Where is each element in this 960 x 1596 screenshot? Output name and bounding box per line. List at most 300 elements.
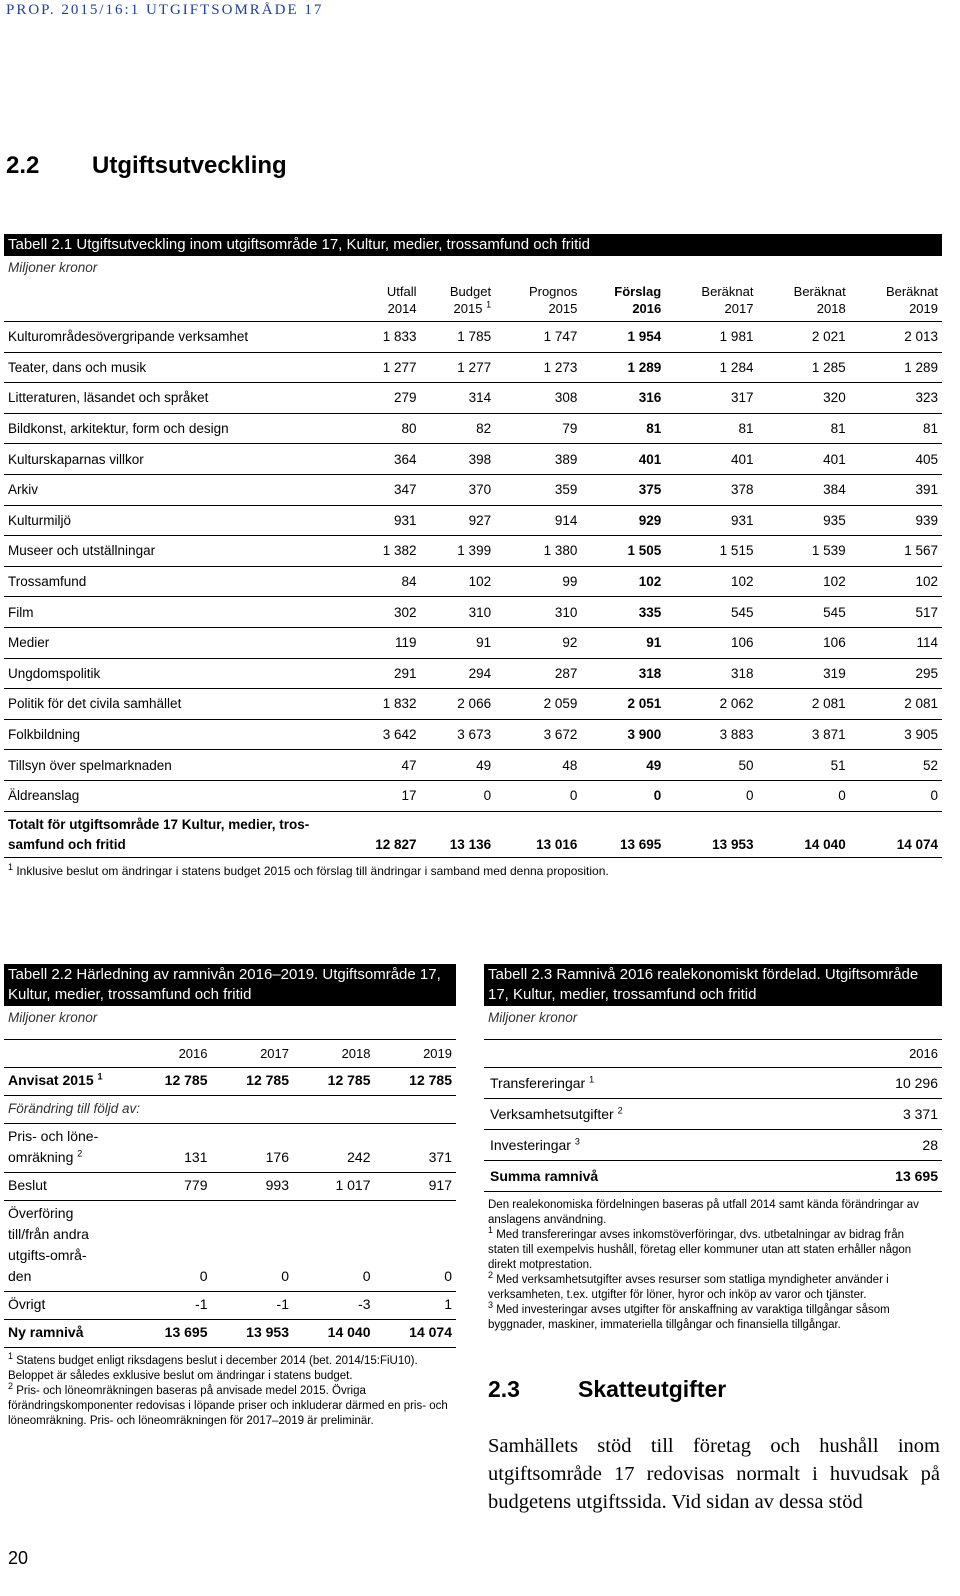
footnote-text: Statens budget enligt riksdagens beslut i december 2014 (bet. 2014/15:FiU10). Beloppet är således exklusive beslut om ändringar i statens budget. — [8, 1355, 418, 1382]
row-label — [4, 1068, 130, 1096]
row-label: Kulturmiljö — [4, 505, 346, 536]
table-2-2 — [4, 964, 456, 1429]
footnote — [8, 1381, 452, 1429]
table-cell: 3 905 — [850, 719, 942, 750]
section-number: 2.2 — [6, 152, 40, 179]
table-row — [4, 444, 942, 475]
table-cell: 319 — [757, 658, 849, 689]
table-row — [4, 474, 942, 505]
table-cell: 119 — [346, 627, 421, 658]
row-label: Kulturskaparnas villkor — [4, 444, 346, 475]
table-cell: 3 371 — [829, 1099, 942, 1130]
column-header: 2019 — [423, 1046, 452, 1061]
table-2-2-title: Tabell 2.2 Härledning av ramnivån 2016–2019. Utgiftsområde 17, Kultur, medier, trossamfund och fritid — [4, 964, 456, 1006]
table-cell: 1 277 — [421, 352, 496, 383]
table-cell: 2 081 — [850, 689, 942, 720]
table-2-1-unit: Miljoner kronor — [8, 260, 98, 275]
table-cell: 10 296 — [829, 1068, 942, 1099]
table-row — [4, 689, 942, 720]
subheading-row — [4, 1096, 456, 1124]
table-cell: 2 021 — [757, 322, 849, 353]
table-row — [4, 658, 942, 689]
table-cell: 102 — [581, 566, 665, 597]
table-cell: 375 — [581, 474, 665, 505]
column-header-line2: 2019 — [909, 301, 938, 316]
table-cell: 0 — [581, 780, 665, 811]
table-cell: 80 — [346, 413, 421, 444]
row-label: Museer och utställningar — [4, 536, 346, 567]
page-number: 20 — [8, 1548, 29, 1568]
total-cell: 13 953 — [212, 1320, 294, 1348]
table-cell: 517 — [850, 597, 942, 628]
table-cell: 1 539 — [757, 536, 849, 567]
table-row — [4, 505, 942, 536]
total-label: Summa ramnivå — [484, 1161, 829, 1192]
table-body — [4, 1068, 456, 1348]
row-label — [484, 1068, 829, 1099]
table-cell: 242 — [293, 1124, 375, 1173]
table-cell: 79 — [495, 413, 581, 444]
footnote — [488, 1300, 938, 1333]
footnote-marker: 3 — [488, 1300, 494, 1311]
table-cell: 779 — [130, 1173, 212, 1201]
table-row — [4, 627, 942, 658]
row-label: Medier — [4, 627, 346, 658]
table-cell: 3 642 — [346, 719, 421, 750]
table-cell: 1 567 — [850, 536, 942, 567]
empty-header-cell — [484, 1040, 829, 1068]
column-header-line1: Utfall — [386, 284, 417, 299]
table-cell: 370 — [421, 474, 496, 505]
table-cell: 310 — [495, 597, 581, 628]
row-label: Film — [4, 597, 346, 628]
table-cell: 0 — [293, 1201, 375, 1292]
table-2-2-grid — [4, 1039, 456, 1348]
table-row — [484, 1068, 942, 1099]
table-cell: 316 — [581, 383, 665, 414]
column-header — [850, 283, 942, 322]
table-cell: 378 — [665, 474, 757, 505]
table-cell: 1 505 — [581, 536, 665, 567]
table-row — [4, 383, 942, 414]
table-cell: 1 380 — [495, 536, 581, 567]
footnote-marker: 1 — [8, 861, 14, 872]
table-cell: 1 277 — [346, 352, 421, 383]
table-cell: 47 — [346, 750, 421, 781]
column-header-line2: 2015 — [548, 301, 578, 316]
table-cell: 371 — [375, 1124, 457, 1173]
table-cell: 102 — [421, 566, 496, 597]
empty-header-cell — [4, 1040, 130, 1068]
column-header — [495, 283, 581, 322]
table-cell: 3 883 — [665, 719, 757, 750]
table-cell: 302 — [346, 597, 421, 628]
column-header-line2: 2015 — [453, 301, 483, 316]
row-label — [484, 1130, 829, 1161]
table-cell: -1 — [212, 1292, 294, 1320]
anvisat-row — [4, 1068, 456, 1096]
total-label-line1: Totalt för utgiftsområde 17 Kultur, medier, tros- — [8, 816, 310, 832]
row-label-line: till/från andra — [8, 1226, 89, 1242]
table-cell: 48 — [495, 750, 581, 781]
footnote-text: Pris- och löneomräkningen baseras på anvisade medel 2015. Övriga förändringskomponenter redovisas i löpande priser och inkluderar därmed en pris- och löneomräkning. Pris- och löneomräkningen för 2017–2019 är preliminär. — [8, 1385, 448, 1427]
total-cell: 13 695 — [829, 1161, 942, 1192]
table-body — [484, 1068, 942, 1192]
column-header — [665, 283, 757, 322]
table-cell: 0 — [495, 780, 581, 811]
table-cell: 929 — [581, 505, 665, 536]
table-cell: 401 — [581, 444, 665, 475]
footnote-text: Med investeringar avses utgifter för anskaffning av varaktiga tillgångar såsom byggnader, maskiner, immateriella tillgångar och finansiella tillgångar. — [488, 1304, 890, 1331]
table-cell: 82 — [421, 413, 496, 444]
table-row — [4, 1173, 456, 1201]
row-label — [4, 1201, 130, 1292]
table-cell: 102 — [757, 566, 849, 597]
row-label — [4, 1124, 130, 1173]
row-label — [4, 1173, 130, 1201]
table-cell: 0 — [757, 780, 849, 811]
row-label — [4, 1292, 130, 1320]
footnote-marker: 1 — [8, 1351, 14, 1362]
column-header-line1: Budget — [449, 284, 492, 299]
table-cell: 12 785 — [212, 1068, 294, 1096]
table-row — [4, 1292, 456, 1320]
table-cell: 310 — [421, 597, 496, 628]
table-cell: 52 — [850, 750, 942, 781]
footnote-marker: 2 — [77, 1148, 83, 1159]
table-cell: 1 954 — [581, 322, 665, 353]
section-title: Skatteutgifter — [578, 1376, 727, 1402]
table-cell: 106 — [757, 627, 849, 658]
row-label-text: Anvisat 2015 — [8, 1072, 94, 1088]
table-cell: 359 — [495, 474, 581, 505]
table-cell: 364 — [346, 444, 421, 475]
table-cell: 291 — [346, 658, 421, 689]
row-label-line: omräkning — [8, 1149, 74, 1165]
table-cell: 17 — [346, 780, 421, 811]
table-header-row — [4, 283, 942, 322]
column-header-line2: 2014 — [387, 301, 417, 316]
table-row — [4, 536, 942, 567]
table-cell: 314 — [421, 383, 496, 414]
row-label-text: Transfereringar — [490, 1075, 586, 1091]
table-cell: 49 — [421, 750, 496, 781]
table-2-3 — [484, 964, 942, 1333]
footnote-text: Med transfereringar avses inkomstöverföringar, dvs. utbetalningar av bidrag från staten till exempelvis hushåll, företag eller kommuner utan att staten erhåller någon direkt motprestation. — [488, 1229, 912, 1271]
table-cell: 914 — [495, 505, 581, 536]
table-row — [4, 719, 942, 750]
column-header-line1: Beräknat — [793, 284, 846, 299]
total-row — [4, 1320, 456, 1348]
column-header-line1: Prognos — [528, 284, 578, 299]
table-cell: 81 — [581, 413, 665, 444]
total-cell: 13 016 — [495, 811, 581, 857]
table-cell: 401 — [757, 444, 849, 475]
total-cell: 14 074 — [850, 811, 942, 857]
table-cell: 391 — [850, 474, 942, 505]
table-row — [4, 780, 942, 811]
table-cell: 0 — [665, 780, 757, 811]
footnote-marker: 1 — [488, 1225, 494, 1236]
table-cell: 931 — [665, 505, 757, 536]
table-cell: 3 871 — [757, 719, 849, 750]
table-cell: 545 — [757, 597, 849, 628]
subheading: Förändring till följd av: — [4, 1096, 456, 1124]
table-cell: 81 — [850, 413, 942, 444]
table-cell: 0 — [212, 1201, 294, 1292]
table-cell: 398 — [421, 444, 496, 475]
table-cell: 50 — [665, 750, 757, 781]
row-label-line: Övrigt — [8, 1296, 46, 1312]
section-title: Utgiftsutveckling — [92, 152, 287, 179]
row-label: Politik för det civila samhället — [4, 689, 346, 720]
total-cell: 14 074 — [375, 1320, 457, 1348]
total-label — [4, 811, 346, 857]
table-2-2-unit: Miljoner kronor — [8, 1010, 98, 1025]
table-cell: 1 981 — [665, 322, 757, 353]
total-cell: 13 136 — [421, 811, 496, 857]
row-label: Bildkonst, arkitektur, form och design — [4, 413, 346, 444]
table-cell: 1 — [375, 1292, 457, 1320]
footnote-marker: 1 — [589, 1074, 595, 1085]
table-cell: 308 — [495, 383, 581, 414]
table-cell: 927 — [421, 505, 496, 536]
total-cell: 12 827 — [346, 811, 421, 857]
column-header-line1: Beräknat — [701, 284, 754, 299]
running-header: PROP. 2015/16:1 UTGIFTSOMRÅDE 17 — [6, 2, 324, 18]
column-header-line1: Förslag — [614, 284, 662, 299]
table-cell: 317 — [665, 383, 757, 414]
table-cell: 131 — [130, 1124, 212, 1173]
table-cell: 917 — [375, 1173, 457, 1201]
row-label-line: den — [8, 1268, 32, 1284]
row-label-text: Investeringar — [490, 1137, 571, 1153]
row-label: Trossamfund — [4, 566, 346, 597]
table-cell: 1 515 — [665, 536, 757, 567]
row-label: Teater, dans och musik — [4, 352, 346, 383]
column-header: 2016 — [178, 1046, 208, 1061]
table-cell: 2 059 — [495, 689, 581, 720]
column-header — [346, 283, 421, 322]
total-cell: 14 040 — [757, 811, 849, 857]
row-label-line: Beslut — [8, 1177, 47, 1193]
footnote-text: Inklusive beslut om ändringar i statens budget 2015 och förslag till ändringar i samband med denna proposition. — [13, 863, 609, 878]
footnote-marker: 2 — [617, 1105, 623, 1116]
table-cell: 91 — [581, 627, 665, 658]
total-cell: 13 953 — [665, 811, 757, 857]
table-cell: -3 — [293, 1292, 375, 1320]
row-label: Folkbildning — [4, 719, 346, 750]
table-row — [4, 566, 942, 597]
table-cell: 81 — [757, 413, 849, 444]
table-cell: 51 — [757, 750, 849, 781]
row-label — [484, 1099, 829, 1130]
table-row — [484, 1130, 942, 1161]
column-header: 2018 — [341, 1046, 371, 1061]
table-cell: 347 — [346, 474, 421, 505]
table-cell: 2 013 — [850, 322, 942, 353]
body-paragraph: Samhällets stöd till företag och hushåll inom utgiftsområde 17 redovisas normalt i huvudsak på budgetens utgiftssida. Vid sidan av dessa stöd — [488, 1435, 940, 1513]
table-cell: 2 081 — [757, 689, 849, 720]
table-cell: 114 — [850, 627, 942, 658]
table-cell: 405 — [850, 444, 942, 475]
total-row — [484, 1161, 942, 1192]
column-header: 2016 — [909, 1046, 938, 1061]
table-2-3-footnotes — [488, 1225, 938, 1333]
table-cell: 12 785 — [293, 1068, 375, 1096]
table-cell: 3 900 — [581, 719, 665, 750]
table-header-row — [4, 1040, 456, 1068]
table-cell: 323 — [850, 383, 942, 414]
table-row — [4, 750, 942, 781]
footnote — [488, 1270, 938, 1303]
footnote-marker: 2 — [488, 1270, 494, 1281]
row-label: Litteraturen, läsandet och språket — [4, 383, 346, 414]
table-cell: 1 017 — [293, 1173, 375, 1201]
table-row — [4, 1201, 456, 1292]
table-cell: 1 399 — [421, 536, 496, 567]
table-cell: 294 — [421, 658, 496, 689]
table-cell: 1 289 — [581, 352, 665, 383]
table-2-2-notes — [4, 1348, 456, 1429]
table-cell: 1 289 — [850, 352, 942, 383]
footnote-marker: 1 — [97, 1071, 103, 1082]
table-2-3-unit: Miljoner kronor — [488, 1010, 578, 1025]
table-cell: 102 — [850, 566, 942, 597]
section-2-3-heading — [488, 1376, 726, 1403]
row-label: Kulturområdesövergripande verksamhet — [4, 322, 346, 353]
row-label-text: Verksamhetsutgifter — [490, 1106, 614, 1122]
table-cell: 993 — [212, 1173, 294, 1201]
table-cell: 1 273 — [495, 352, 581, 383]
total-label-line2: samfund och fritid — [8, 836, 126, 852]
column-header — [421, 283, 496, 322]
table-cell: 279 — [346, 383, 421, 414]
table-cell: 2 066 — [421, 689, 496, 720]
table-2-1-grid — [4, 283, 942, 858]
table-cell: 0 — [130, 1201, 212, 1292]
column-header-line1: Beräknat — [885, 284, 938, 299]
total-cell: 13 695 — [581, 811, 665, 857]
footnote — [8, 1351, 452, 1384]
table-cell: 0 — [850, 780, 942, 811]
footnote-marker: 3 — [574, 1136, 580, 1147]
table-row — [4, 597, 942, 628]
table-cell: 3 672 — [495, 719, 581, 750]
table-cell: 12 785 — [130, 1068, 212, 1096]
table-header-row — [484, 1040, 942, 1068]
table-cell: 1 285 — [757, 352, 849, 383]
column-header: 2017 — [260, 1046, 289, 1061]
total-cell: 13 695 — [130, 1320, 212, 1348]
table-cell: 287 — [495, 658, 581, 689]
table-2-1-footnote — [4, 858, 942, 878]
footnote-text: Med verksamhetsutgifter avses resurser som statliga myndigheter använder i verksamheten, t.ex. utgifter för löner, hyror och inköp av varor och tjänster. — [488, 1274, 889, 1301]
footnote-marker: 1 — [486, 299, 492, 310]
table-2-1 — [4, 234, 942, 878]
row-label: Ungdomspolitik — [4, 658, 346, 689]
table-cell: 318 — [581, 658, 665, 689]
table-cell: 176 — [212, 1124, 294, 1173]
table-cell: 389 — [495, 444, 581, 475]
total-cell: 14 040 — [293, 1320, 375, 1348]
table-cell: 91 — [421, 627, 496, 658]
table-cell: 28 — [829, 1130, 942, 1161]
table-cell: 1 747 — [495, 322, 581, 353]
table-row — [4, 352, 942, 383]
column-header — [757, 283, 849, 322]
table-cell: 320 — [757, 383, 849, 414]
table-cell: 335 — [581, 597, 665, 628]
table-cell: 384 — [757, 474, 849, 505]
table-row — [4, 413, 942, 444]
table-row — [484, 1099, 942, 1130]
table-cell: 1 785 — [421, 322, 496, 353]
table-body — [4, 322, 942, 858]
footnote-marker: 2 — [8, 1381, 14, 1392]
column-header-line2: 2017 — [724, 301, 754, 316]
table-cell: 84 — [346, 566, 421, 597]
row-label-line: Pris- och löne- — [8, 1128, 99, 1144]
total-row — [4, 811, 942, 857]
table-cell: 1 832 — [346, 689, 421, 720]
table-cell: 81 — [665, 413, 757, 444]
table-cell: 0 — [421, 780, 496, 811]
section-2-2-heading — [6, 152, 287, 180]
section-number: 2.3 — [488, 1376, 520, 1402]
table-cell: 2 051 — [581, 689, 665, 720]
table-cell: 3 673 — [421, 719, 496, 750]
row-label-line: Överföring — [8, 1205, 74, 1221]
table-cell: 0 — [375, 1201, 457, 1292]
table-cell: 92 — [495, 627, 581, 658]
row-label: Arkiv — [4, 474, 346, 505]
table-cell: 99 — [495, 566, 581, 597]
table-2-3-intro: Den realekonomiska fördelningen baseras på utfall 2014 samt kända förändringar av anslagens användning. — [488, 1199, 919, 1226]
table-cell: 102 — [665, 566, 757, 597]
column-header-line2: 2016 — [632, 301, 662, 316]
table-cell: 939 — [850, 505, 942, 536]
table-row — [4, 1124, 456, 1173]
table-cell: 12 785 — [375, 1068, 457, 1096]
table-cell: 295 — [850, 658, 942, 689]
table-cell: 49 — [581, 750, 665, 781]
table-2-3-grid — [484, 1039, 942, 1192]
table-cell: 1 833 — [346, 322, 421, 353]
table-2-1-title: Tabell 2.1 Utgiftsutveckling inom utgiftsområde 17, Kultur, medier, trossamfund och fritid — [4, 234, 942, 256]
column-header-line2: 2018 — [816, 301, 846, 316]
table-cell: 931 — [346, 505, 421, 536]
table-cell: -1 — [130, 1292, 212, 1320]
table-2-3-title: Tabell 2.3 Ramnivå 2016 realekonomiskt fördelad. Utgiftsområde 17, Kultur, medier, trossamfund och fritid — [484, 964, 942, 1006]
table-cell: 401 — [665, 444, 757, 475]
table-cell: 2 062 — [665, 689, 757, 720]
column-header — [581, 283, 665, 322]
empty-header-cell — [4, 283, 346, 322]
table-2-3-notes — [484, 1192, 942, 1333]
table-cell: 935 — [757, 505, 849, 536]
table-cell: 1 382 — [346, 536, 421, 567]
row-label-line: utgifts-områ- — [8, 1247, 87, 1263]
table-cell: 1 284 — [665, 352, 757, 383]
row-label: Tillsyn över spelmarknaden — [4, 750, 346, 781]
table-row — [4, 322, 942, 353]
row-label: Äldreanslag — [4, 780, 346, 811]
table-cell: 106 — [665, 627, 757, 658]
total-label: Ny ramnivå — [4, 1320, 130, 1348]
footnote — [488, 1225, 938, 1273]
table-cell: 545 — [665, 597, 757, 628]
